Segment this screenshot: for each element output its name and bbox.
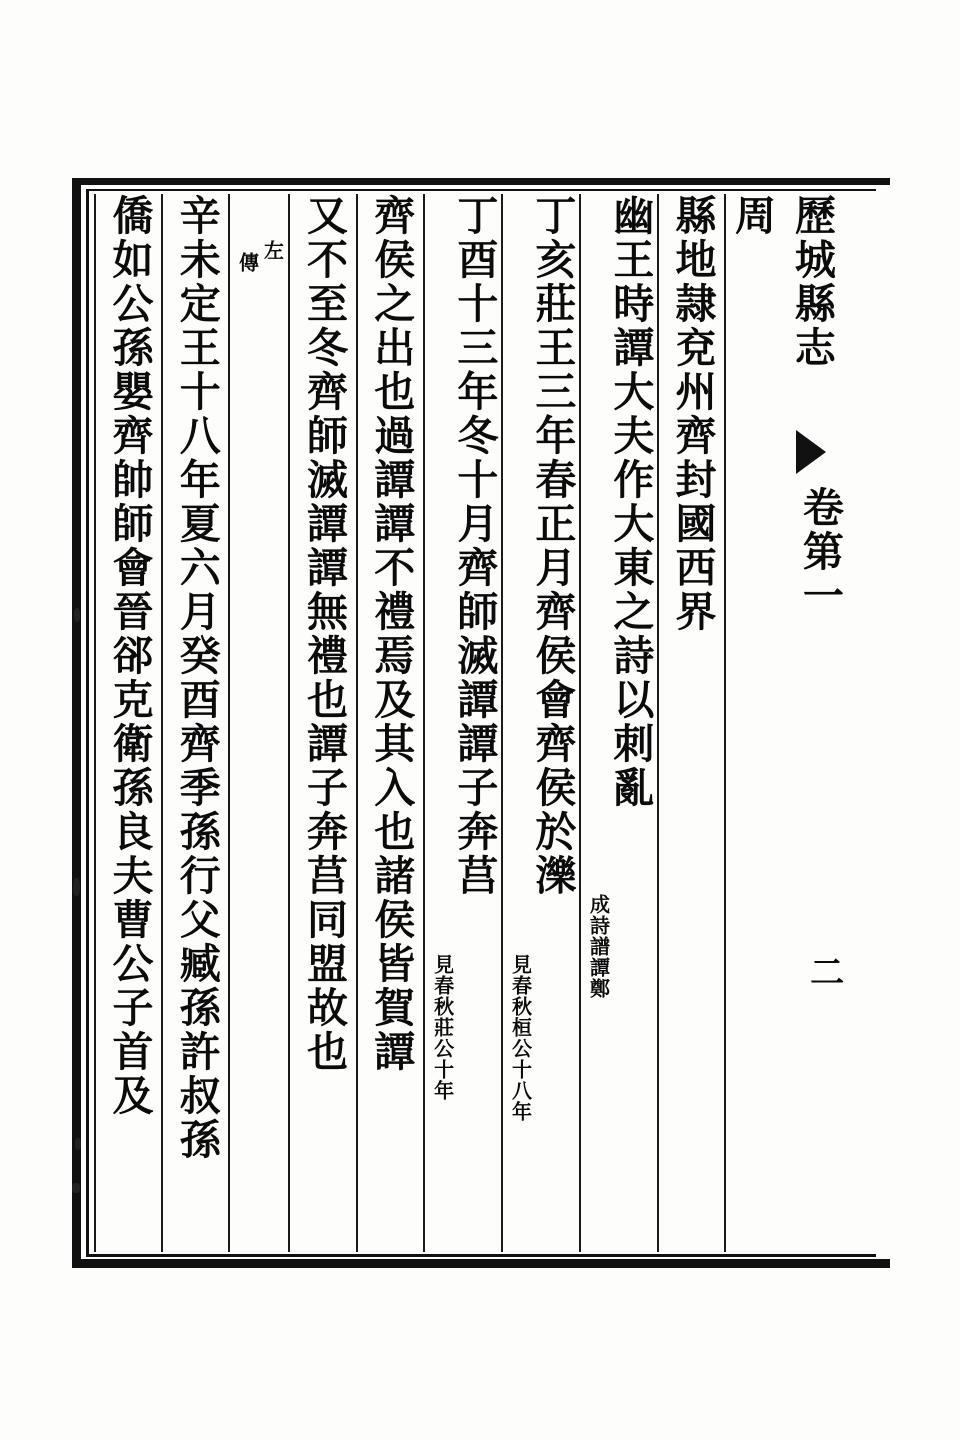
column-main-text: 辛未定王十八年夏六月癸酉齊季孫行父臧孫許叔孫: [172, 194, 221, 1162]
source-marker-sub: 傳: [235, 252, 260, 273]
text-column-1: [657, 194, 724, 1252]
text-column-9: [94, 194, 161, 1252]
text-block: [72, 178, 890, 1268]
column-main-text: 幽王時譚大夫作大東之詩以刺亂: [606, 194, 655, 810]
text-column-4: [423, 194, 501, 1252]
column-container: [94, 194, 872, 1254]
text-column-8: [161, 194, 228, 1252]
dynasty-heading-column: [724, 194, 776, 1252]
text-column-2: [579, 194, 657, 1252]
book-title: 歷城縣志: [787, 194, 836, 370]
volume-label: 卷第一: [795, 486, 844, 618]
column-main-text: 丁亥莊王三年春正月齊侯會齊侯於濼: [528, 194, 577, 898]
column-commentary-note: 見春秋桓公十八年: [508, 954, 533, 1122]
ink-speckle: [75, 1138, 81, 1150]
source-marker-top: 左: [260, 240, 285, 261]
text-column-5: [356, 194, 423, 1252]
text-column-6: [288, 194, 355, 1252]
ink-speckle: [74, 608, 80, 622]
text-column-7-source-marker: [228, 194, 288, 1252]
column-main-text: 齊侯之出也過譚譚不禮焉及其入也諸侯皆賀譚: [367, 194, 416, 1074]
ink-speckle: [73, 878, 80, 896]
text-column-3: [501, 194, 579, 1252]
column-main-text: 縣地隷兗州齊封國西界: [668, 194, 717, 634]
column-commentary-note: 見春秋莊公十年: [430, 954, 455, 1101]
dynasty-heading: 周: [728, 194, 776, 238]
page-number: 二: [803, 954, 844, 991]
column-main-text: 僑如公孫嬰齊帥師會晉郤克衛孫良夫曹公子首及: [105, 194, 154, 1118]
column-commentary-note: 成詩譜譚鄭: [586, 894, 611, 999]
ink-speckle: [72, 1183, 80, 1193]
fish-tail-icon: [796, 430, 826, 474]
column-main-text: 丁酉十三年冬十月齊師滅譚譚子奔莒: [450, 194, 499, 898]
column-main-text: 又不至冬齊師滅譚譚無禮也譚子奔莒同盟故也: [300, 194, 349, 1074]
title-column: [776, 194, 872, 1252]
